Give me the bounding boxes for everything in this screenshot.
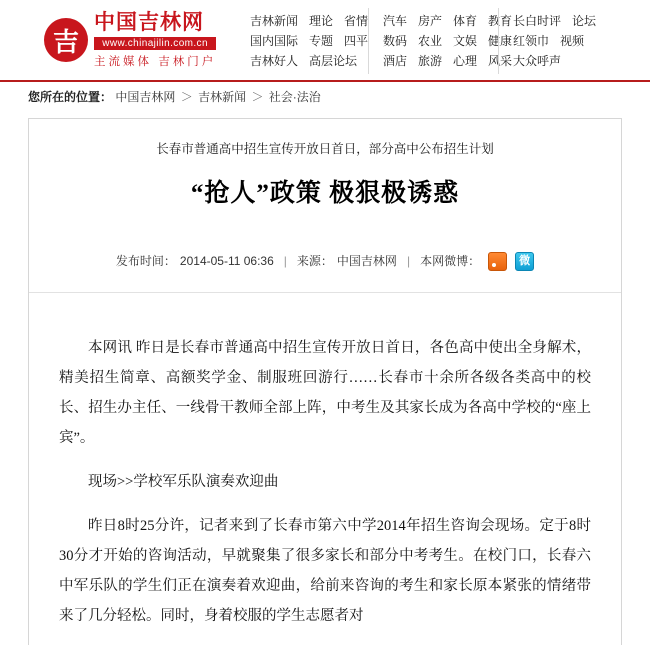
nav-link-auto[interactable]: 汽车 <box>383 14 408 28</box>
nav-row <box>513 52 628 70</box>
logo-slogan: 主流媒体 吉林门户 <box>94 55 217 68</box>
logo-mark-icon: 吉 <box>44 18 88 62</box>
nav-link-travel[interactable]: 旅游 <box>418 54 443 68</box>
nav-link-siping[interactable]: 四平 <box>344 34 369 48</box>
article-body <box>59 333 591 631</box>
logo-site-name: 中国吉林网 <box>94 10 204 35</box>
page-title: “抢人”政策 极狠极诱惑 <box>190 180 460 207</box>
nav-link-special[interactable]: 专题 <box>309 34 334 48</box>
site-header <box>0 0 650 82</box>
nav-link-digital[interactable]: 数码 <box>383 34 408 48</box>
source-label: 来源： <box>296 254 333 268</box>
weibo-icon[interactable]: 微 <box>515 252 534 271</box>
nav-row <box>383 52 513 70</box>
nav-link-video[interactable]: 视频 <box>560 34 585 48</box>
source-value: 中国吉林网 <box>336 254 397 268</box>
nav-link-province-info[interactable]: 省情 <box>344 14 369 28</box>
publish-time-value: 2014-05-11 06:36 <box>179 253 274 268</box>
breadcrumb-label: 您所在的位置： <box>28 90 113 104</box>
rss-icon[interactable] <box>488 252 507 271</box>
nav-link-realestate[interactable]: 房产 <box>418 14 443 28</box>
meta-divider: | <box>283 253 287 268</box>
nav-link-top-forum[interactable]: 高层论坛 <box>309 54 358 68</box>
breadcrumb-separator: ＞ <box>251 90 264 104</box>
nav-link-theory[interactable]: 理论 <box>309 14 334 28</box>
site-logo[interactable] <box>0 11 236 68</box>
article-container <box>28 118 622 645</box>
nav-column-1 <box>236 8 368 74</box>
breadcrumb-item-jilin-news[interactable]: 吉林新闻 <box>198 90 247 104</box>
nav-link-health[interactable]: 健康 <box>488 34 513 48</box>
nav-link-sports[interactable]: 体育 <box>453 14 478 28</box>
nav-link-hotel[interactable]: 酒店 <box>383 54 408 68</box>
nav-link-agriculture[interactable]: 农业 <box>418 34 443 48</box>
nav-link-jilin-news[interactable]: 吉林新闻 <box>250 14 299 28</box>
nav-column-3 <box>498 8 628 74</box>
article-paragraph: 现场>>学校军乐队演奏欢迎曲 <box>88 474 279 490</box>
nav-link-public-voice[interactable]: 大众呼声 <box>513 54 562 68</box>
nav-link-education[interactable]: 教育 <box>488 14 513 28</box>
nav-row <box>513 12 628 30</box>
breadcrumb-item-home[interactable]: 中国吉林网 <box>115 90 176 104</box>
meta-divider: | <box>406 253 411 268</box>
article-paragraph: 昨日8时25分许，记者来到了长春市第六中学2014年招生咨询会现场。定于8时30分才开始的咨询活动，早就聚集了很多家长和部分中考考生。在校门口，长春六中军乐队的学生们正在演奏着欢迎曲，给前来咨询的考生和家长原本紧张的情绪带来了几分轻松。同时，身着校服的学生志愿者对 <box>59 518 591 624</box>
nav-row <box>383 32 513 50</box>
nav-link-domestic-intl[interactable]: 国内国际 <box>250 34 299 48</box>
logo-text <box>94 11 216 68</box>
article-meta <box>59 251 591 270</box>
nav-row <box>250 12 368 30</box>
nav-row <box>383 12 513 30</box>
nav-link-changbai-review[interactable]: 长白时评 <box>513 14 562 28</box>
main-navigation <box>236 0 650 81</box>
weibo-label: 本网微博： <box>420 254 481 268</box>
publish-time-label: 发布时间： <box>115 254 176 268</box>
nav-link-jilin-good-people[interactable]: 吉林好人 <box>250 54 299 68</box>
article-paragraph: 本网讯 昨日是长春市普通高中招生宣传开放日首日，各色高中使出全身解术，精美招生简章、高额奖学金、制服班回游行……长春市十余所各级各类高中的校长、招生办主任、一线骨干教师全部上阵，中考生及其家长成为各高中学校的“座上宾”。 <box>59 340 591 446</box>
breadcrumb-item-society-law[interactable]: 社会·法治 <box>268 90 321 104</box>
breadcrumb-separator: ＞ <box>180 90 193 104</box>
nav-row <box>513 32 628 50</box>
nav-link-forum[interactable]: 论坛 <box>572 14 597 28</box>
nav-row <box>250 32 368 50</box>
nav-column-2 <box>368 8 513 74</box>
nav-row <box>250 52 368 70</box>
breadcrumb <box>0 82 650 108</box>
nav-link-psychology[interactable]: 心理 <box>453 54 478 68</box>
article-divider <box>29 292 621 293</box>
nav-link-red-scarf[interactable]: 红领巾 <box>513 34 550 48</box>
logo-site-url: www.chinajilin.com.cn <box>94 37 216 50</box>
article-subtitle: 长春市普通高中招生宣传开放日首日，部分高中公布招生计划 <box>156 142 494 156</box>
nav-link-style[interactable]: 风采 <box>488 54 513 68</box>
nav-link-entertainment[interactable]: 文娱 <box>453 34 478 48</box>
